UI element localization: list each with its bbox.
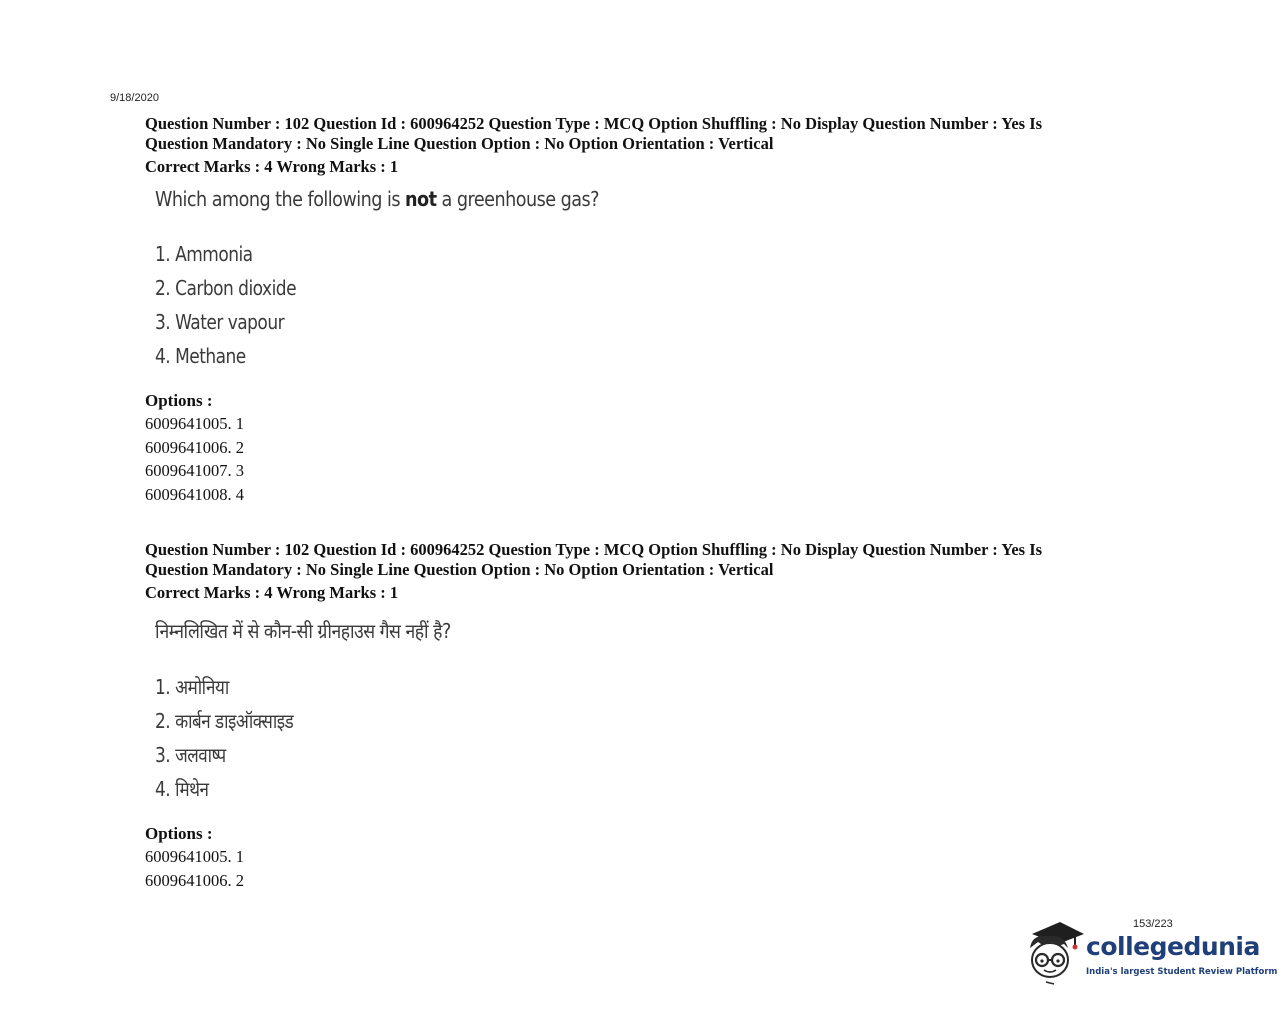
answer-choices	[155, 237, 1105, 373]
question-text: निम्नलिखित में से कौन-सी ग्रीनहाउस गैस नहीं है?	[155, 619, 451, 643]
print-date: 9/18/2020	[110, 92, 159, 104]
graduate-mascot-icon	[1024, 920, 1086, 993]
question-text-after: a greenhouse gas?	[436, 187, 599, 211]
question-text-before: Which among the following is	[155, 187, 406, 211]
question-meta-line-2: Question Mandatory : No Single Line Question Option : No Option Orientation : Vertical	[145, 134, 774, 153]
question-image	[155, 187, 1105, 373]
question-block-hindi	[145, 540, 1105, 892]
question-meta-line-2: Question Mandatory : No Single Line Question Option : No Option Orientation : Vertical	[145, 560, 774, 579]
question-block-english	[145, 114, 1105, 507]
options-list	[145, 412, 1105, 507]
answer-choice: 1. अमोनिया	[155, 675, 229, 699]
answer-choices	[155, 670, 1105, 806]
options-heading: Options :	[145, 824, 213, 843]
answer-choice: 1. Ammonia	[155, 242, 253, 266]
option-item: 6009641006. 2	[145, 437, 244, 457]
answer-choice: 4. Methane	[155, 344, 246, 368]
option-item: 6009641006. 2	[145, 870, 244, 890]
options-heading: Options :	[145, 391, 213, 410]
question-image	[155, 617, 1105, 806]
question-meta-line-1: Question Number : 102 Question Id : 600964252 Question Type : MCQ Option Shuffling : No Display Question Number : Yes Is	[145, 114, 1043, 133]
question-marks: Correct Marks : 4 Wrong Marks : 1	[145, 583, 399, 602]
options-list	[145, 845, 1105, 892]
question-marks: Correct Marks : 4 Wrong Marks : 1	[145, 157, 399, 176]
answer-choice: 4. मिथेन	[155, 777, 209, 801]
question-meta	[145, 540, 1105, 580]
logo-tagline: India's largest Student Review Platform	[1086, 967, 1278, 977]
option-item: 6009641005. 1	[145, 414, 244, 433]
answer-choice: 3. जलवाष्प	[155, 743, 226, 767]
option-item: 6009641005. 1	[145, 847, 244, 866]
question-text-emphasis: not	[405, 187, 437, 211]
answer-choice: 2. Carbon dioxide	[155, 276, 297, 300]
question-meta	[145, 114, 1105, 154]
logo-wordmark: collegedunia	[1086, 932, 1260, 961]
collegedunia-logo	[1024, 920, 1278, 990]
answer-choice: 2. कार्बन डाइऑक्साइड	[155, 709, 294, 733]
question-text	[155, 187, 991, 211]
question-meta-line-1: Question Number : 102 Question Id : 600964252 Question Type : MCQ Option Shuffling : No Display Question Number : Yes Is	[145, 540, 1043, 559]
page-number: 153/223	[1133, 918, 1173, 930]
option-item: 6009641008. 4	[145, 485, 244, 505]
answer-choice: 3. Water vapour	[155, 310, 285, 334]
option-item: 6009641007. 3	[145, 461, 244, 481]
